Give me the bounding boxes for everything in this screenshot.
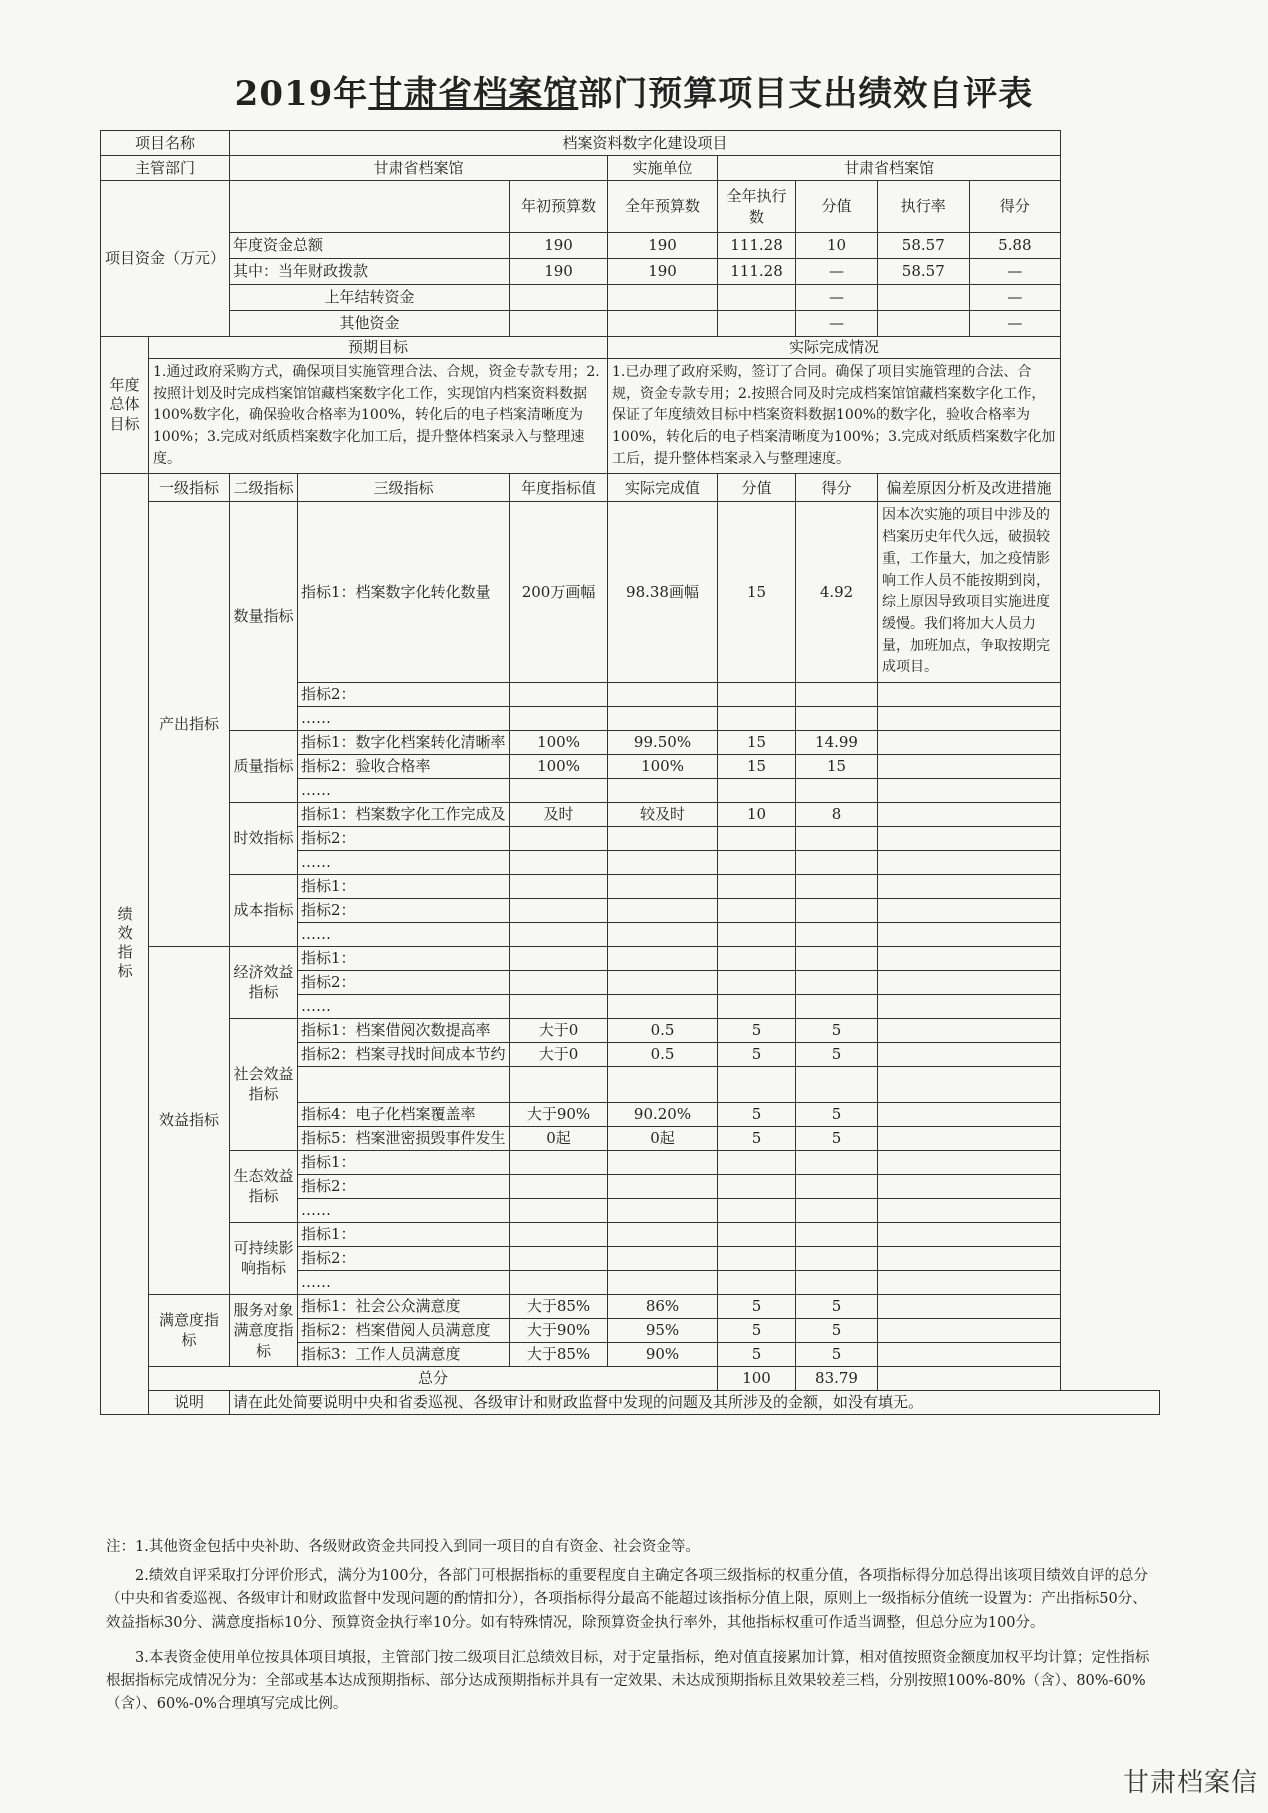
project-name-row — [101, 131, 1160, 156]
level1-benefit: 效益指标 — [149, 946, 230, 1294]
ind-score: 5 — [796, 1102, 878, 1126]
ind-value — [718, 970, 796, 994]
funds-cell: 190 — [510, 259, 608, 285]
funds-cell: 111.28 — [718, 259, 796, 285]
ind-name: 指标2：验收合格率 — [298, 754, 510, 778]
ind-name: …… — [298, 706, 510, 730]
funds-rate-score — [878, 233, 1061, 259]
funds-header-annual: 全年预算数 — [608, 181, 718, 233]
funds-score: — — [1007, 262, 1023, 281]
funds-rate-score — [878, 259, 1061, 285]
ind-value — [718, 682, 796, 706]
ind-score: 14.99 — [796, 730, 878, 754]
ind-target — [510, 1222, 608, 1246]
funds-row — [101, 259, 1160, 285]
funds-cell: — — [796, 259, 878, 285]
ind-value — [718, 778, 796, 802]
ind-score — [796, 778, 878, 802]
level2-quality: 质量指标 — [230, 730, 298, 802]
funds-cell — [510, 311, 608, 337]
ind-name: 指标1： — [298, 874, 510, 898]
ind-actual — [608, 1222, 718, 1246]
ind-target: 大于85% — [510, 1342, 608, 1366]
funds-rate — [878, 285, 970, 310]
funds-header-rate: 执行率 — [878, 181, 970, 232]
ind-actual — [608, 1066, 718, 1102]
ind-name: 指标1： — [298, 1150, 510, 1174]
ind-header: 一级指标 — [149, 474, 230, 502]
funds-cell: 111.28 — [718, 233, 796, 259]
ind-name: 指标4：电子化档案覆盖率 — [298, 1102, 510, 1126]
ind-name: 指标2： — [298, 682, 510, 706]
ind-actual — [608, 874, 718, 898]
ind-name: 指标2：档案借阅人员满意度 — [298, 1318, 510, 1342]
ind-score — [796, 1246, 878, 1270]
ind-deviation — [878, 754, 1061, 778]
impl-value: 甘肃省档案馆 — [718, 156, 1061, 181]
ind-deviation — [878, 706, 1061, 730]
ind-name: …… — [298, 1198, 510, 1222]
ind-name: 指标2： — [298, 970, 510, 994]
page-title: 2019年甘肃省档案馆部门预算项目支出绩效自评表 — [234, 74, 1034, 114]
ind-actual — [608, 1150, 718, 1174]
ind-score: 5 — [796, 1318, 878, 1342]
ind-actual — [608, 922, 718, 946]
goals-actual-header: 实际完成情况 — [608, 337, 1061, 359]
ind-score — [796, 1222, 878, 1246]
funds-rate: 58.57 — [878, 259, 970, 284]
dept-label: 主管部门 — [101, 156, 230, 181]
ind-actual — [608, 682, 718, 706]
ind-deviation — [878, 1174, 1061, 1198]
ind-deviation — [878, 1102, 1061, 1126]
ind-value — [718, 1198, 796, 1222]
ind-name: …… — [298, 1270, 510, 1294]
ind-value: 5 — [718, 1126, 796, 1150]
ind-deviation — [878, 922, 1061, 946]
funds-row-name: 上年结转资金 — [230, 285, 510, 311]
ind-target — [510, 1270, 608, 1294]
funds-row — [101, 311, 1160, 337]
indicators-label: 绩效指标 — [101, 474, 149, 1415]
ind-target: 0起 — [510, 1126, 608, 1150]
note-1: 注：1.其他资金包括中央补助、各级财政资金共同投入到同一项目的自有资金、社会资金等。 — [106, 1539, 700, 1555]
ind-deviation — [878, 730, 1061, 754]
level2-sustainable: 可持续影响指标 — [230, 1222, 298, 1294]
ind-score — [796, 826, 878, 850]
ind-header: 年度指标值 — [510, 474, 608, 502]
ind-score: 8 — [796, 802, 878, 826]
ind-value: 5 — [718, 1102, 796, 1126]
ind-value: 15 — [718, 502, 796, 683]
ind-header: 偏差原因分析及改进措施 — [878, 474, 1061, 502]
ind-actual — [608, 1246, 718, 1270]
ind-actual — [608, 970, 718, 994]
ind-score: 4.92 — [796, 502, 878, 683]
goals-label: 年度总体目标 — [101, 337, 149, 474]
ind-deviation — [878, 994, 1061, 1018]
ind-name: 指标2： — [298, 1246, 510, 1270]
funds-header-score: 得分 — [999, 197, 1030, 216]
funds-cell — [718, 285, 796, 311]
ind-score: 5 — [796, 1342, 878, 1366]
ind-name: 指标1：档案借阅次数提高率 — [298, 1018, 510, 1042]
ind-row — [101, 1222, 1160, 1246]
funds-rate-score — [878, 285, 1061, 311]
goals-expected-header: 预期目标 — [149, 337, 608, 359]
ind-deviation — [878, 1294, 1061, 1318]
ind-deviation — [878, 1318, 1061, 1342]
ind-deviation — [878, 1222, 1061, 1246]
ind-value — [718, 1246, 796, 1270]
funds-score: 5.88 — [998, 236, 1032, 255]
ind-actual: 0.5 — [608, 1018, 718, 1042]
funds-cell — [510, 285, 608, 311]
goals-expected: 1.通过政府采购方式，确保项目实施管理合法、合规，资金专款专用；2.按照计划及时完成档案馆馆藏档案数字化工作，实现馆内档案资料数据100%数字化，确保验收合格率为100%，转化后的电子档案清晰度为100%；3.完成对纸质档案数字化加工后，提升整体档案录入与整理速度。 — [149, 359, 608, 474]
ind-row — [101, 946, 1160, 970]
ind-deviation — [878, 1126, 1061, 1150]
ind-deviation — [878, 1198, 1061, 1222]
ind-value: 5 — [718, 1342, 796, 1366]
ind-actual — [608, 826, 718, 850]
ind-score — [796, 1174, 878, 1198]
ind-value — [718, 1222, 796, 1246]
ind-value — [718, 706, 796, 730]
ind-actual: 86% — [608, 1294, 718, 1318]
ind-value — [718, 922, 796, 946]
ind-header: 实际完成值 — [608, 474, 718, 502]
note-2: 2.绩效自评采取打分评价形式，满分为100分，各部门可根据指标的重要程度自主确定各项三级指标的权重分值，各项指标得分加总得出该项目绩效自评的总分（中央和省委巡视、各级审计和财政监督中发现问题的酌情扣分），各项指标得分最高不能超过该指标分值上限，原则上一级指标分值统一设置为：产出指标50分、效益指标30分、满意度指标10分、预算资金执行率10分。如有特殊情况，除预算资金执行率外，其他指标权重可作适当调整，但总分应为100分。 — [106, 1568, 1149, 1631]
ind-score — [796, 1150, 878, 1174]
ind-value — [718, 946, 796, 970]
funds-header-blank — [230, 181, 510, 233]
ind-score: 5 — [796, 1126, 878, 1150]
ind-name: 指标1：社会公众满意度 — [298, 1294, 510, 1318]
ind-header: 得分 — [796, 474, 878, 502]
funds-rate — [878, 311, 970, 336]
ind-deviation — [878, 778, 1061, 802]
ind-deviation — [878, 946, 1061, 970]
notes — [106, 1536, 1158, 1728]
total-label: 总分 — [149, 1366, 718, 1390]
ind-name: …… — [298, 922, 510, 946]
total-value: 100 — [718, 1366, 796, 1390]
indicators-header-row — [101, 474, 1160, 502]
ind-target: 100% — [510, 754, 608, 778]
level2-service: 服务对象满意度指标 — [230, 1294, 298, 1366]
ind-value — [718, 994, 796, 1018]
ind-actual — [608, 1198, 718, 1222]
deviation-analysis: 因本次实施的项目中涉及的档案历史年代久远，破损较重，工作量大，加之疫情影响工作人员不能按期到岗，综上原因导致项目实施进度缓慢。我们将加大人员力量，加班加点，争取按期完成项目。 — [878, 502, 1061, 683]
ind-deviation — [878, 1066, 1061, 1102]
ind-score: 5 — [796, 1294, 878, 1318]
ind-target — [510, 682, 608, 706]
ind-value — [718, 1270, 796, 1294]
ind-target — [510, 1246, 608, 1270]
ind-name: 指标1：数字化档案转化清晰率 — [298, 730, 510, 754]
level2-economic: 经济效益指标 — [230, 946, 298, 1018]
ind-value — [718, 898, 796, 922]
ind-header: 分值 — [718, 474, 796, 502]
ind-actual: 0.5 — [608, 1042, 718, 1066]
ind-target: 大于85% — [510, 1294, 608, 1318]
ind-deviation — [878, 874, 1061, 898]
ind-value — [718, 874, 796, 898]
ind-deviation — [878, 850, 1061, 874]
ind-value: 5 — [718, 1294, 796, 1318]
explanation-row — [101, 1390, 1160, 1414]
ind-score — [796, 994, 878, 1018]
funds-score: — — [1007, 288, 1023, 307]
ind-name: …… — [298, 850, 510, 874]
ind-name: …… — [298, 778, 510, 802]
ind-actual — [608, 946, 718, 970]
project-name-label: 项目名称 — [101, 131, 230, 156]
funds-row-name: 其中：当年财政拨款 — [230, 259, 510, 285]
funds-cell: 190 — [608, 259, 718, 285]
ind-row — [101, 502, 1160, 683]
explanation-text: 请在此处简要说明中央和省委巡视、各级审计和财政监督中发现的问题及其所涉及的金额，如没有填无。 — [230, 1390, 1160, 1414]
note-3: 3.本表资金使用单位按具体项目填报，主管部门按二级项目汇总绩效目标，对于定量指标，绝对值直接累加计算，相对值按照资金额度加权平均计算；定性指标根据指标完成情况分为：全部或基本达成预期指标、部分达成预期指标并具有一定效果、未达成预期指标且效果较差三档，分别按照100%-80%（含）、80%-60%（含）、60%-0%合理填写完成比例。 — [106, 1649, 1150, 1713]
funds-score: — — [1007, 314, 1023, 333]
project-name: 档案资料数字化建设项目 — [230, 131, 1061, 156]
ind-actual — [608, 1174, 718, 1198]
ind-name: 指标2：档案寻找时间成本节约 — [298, 1042, 510, 1066]
ind-target — [510, 946, 608, 970]
ind-name: 指标1： — [298, 946, 510, 970]
dept-value: 甘肃省档案馆 — [230, 156, 608, 181]
ind-actual: 90% — [608, 1342, 718, 1366]
ind-actual — [608, 778, 718, 802]
watermark: 甘肃档案信 — [1122, 1768, 1258, 1798]
ind-target: 及时 — [510, 802, 608, 826]
ind-row — [101, 1018, 1160, 1042]
ind-target — [510, 970, 608, 994]
evaluation-table — [100, 130, 1160, 1415]
funds-cell — [608, 311, 718, 337]
ind-target — [510, 826, 608, 850]
ind-value — [718, 1150, 796, 1174]
ind-score: 5 — [796, 1018, 878, 1042]
ind-value: 5 — [718, 1318, 796, 1342]
ind-target: 大于0 — [510, 1042, 608, 1066]
ind-name: 指标1： — [298, 1222, 510, 1246]
ind-deviation — [878, 826, 1061, 850]
level1-output: 产出指标 — [149, 502, 230, 947]
ind-target — [510, 1198, 608, 1222]
ind-actual: 99.50% — [608, 730, 718, 754]
ind-value: 5 — [718, 1018, 796, 1042]
ind-header: 二级指标 — [230, 474, 298, 502]
funds-row-name: 其他资金 — [230, 311, 510, 337]
funds-header-initial: 年初预算数 — [510, 181, 608, 233]
ind-value — [718, 1174, 796, 1198]
funds-rate-score — [878, 311, 1061, 337]
goals-actual: 1.已办理了政府采购，签订了合同。确保了项目实施管理的合法、合规，资金专款专用；2.按照合同及时完成档案馆馆藏档案数字化工作，保证了年度绩效目标中档案资料数据100%的数字化，验收合格率为100%，转化后的电子档案清晰度为100%；3.完成对纸质档案数字化加工后，提升整体档案录入与整理速度。 — [608, 359, 1061, 474]
ind-actual — [608, 1270, 718, 1294]
ind-target — [510, 706, 608, 730]
level2-cost: 成本指标 — [230, 874, 298, 946]
explanation-label: 说明 — [149, 1390, 230, 1414]
ind-actual: 95% — [608, 1318, 718, 1342]
ind-value: 5 — [718, 1042, 796, 1066]
ind-actual: 98.38画幅 — [608, 502, 718, 683]
ind-target — [510, 922, 608, 946]
ind-header: 三级指标 — [298, 474, 510, 502]
ind-deviation — [878, 1342, 1061, 1366]
ind-target — [510, 1150, 608, 1174]
total-blank — [878, 1366, 1061, 1390]
funds-rate: 58.57 — [878, 233, 970, 258]
ind-value: 15 — [718, 730, 796, 754]
ind-score — [796, 874, 878, 898]
ind-actual — [608, 994, 718, 1018]
ind-score — [796, 706, 878, 730]
ind-actual: 较及时 — [608, 802, 718, 826]
ind-row — [101, 1150, 1160, 1174]
funds-cell: 190 — [608, 233, 718, 259]
ind-target — [510, 1174, 608, 1198]
ind-target: 200万画幅 — [510, 502, 608, 683]
ind-actual — [608, 850, 718, 874]
ind-actual: 0起 — [608, 1126, 718, 1150]
funds-row-name: 年度资金总额 — [230, 233, 510, 259]
ind-score: 5 — [796, 1042, 878, 1066]
ind-target — [510, 778, 608, 802]
ind-deviation — [878, 1042, 1061, 1066]
level2-quantity: 数量指标 — [230, 502, 298, 731]
dept-row — [101, 156, 1160, 181]
ind-score — [796, 970, 878, 994]
ind-actual: 90.20% — [608, 1102, 718, 1126]
funds-header-rate-score — [878, 181, 1061, 233]
ind-target — [510, 850, 608, 874]
ind-value: 10 — [718, 802, 796, 826]
ind-name: 指标1：档案数字化工作完成及 — [298, 802, 510, 826]
ind-actual: 100% — [608, 754, 718, 778]
ind-name: 指标3：工作人员满意度 — [298, 1342, 510, 1366]
total-row — [101, 1366, 1160, 1390]
ind-deviation — [878, 1270, 1061, 1294]
ind-actual — [608, 898, 718, 922]
funds-label: 项目资金（万元） — [101, 181, 230, 337]
ind-deviation — [878, 1150, 1061, 1174]
funds-cell — [608, 285, 718, 311]
ind-row — [101, 802, 1160, 826]
ind-score — [796, 946, 878, 970]
ind-target — [510, 898, 608, 922]
ind-score — [796, 1066, 878, 1102]
ind-score — [796, 922, 878, 946]
ind-score — [796, 898, 878, 922]
ind-row — [101, 874, 1160, 898]
goals-header-row — [101, 337, 1160, 359]
ind-name: 指标5：档案泄密损毁事件发生 — [298, 1126, 510, 1150]
funds-row — [101, 233, 1160, 259]
funds-header-executed: 全年执行数 — [718, 181, 796, 233]
ind-name: 指标2： — [298, 1174, 510, 1198]
funds-cell: — — [796, 285, 878, 311]
ind-score — [796, 1198, 878, 1222]
ind-deviation — [878, 682, 1061, 706]
ind-target — [510, 1066, 608, 1102]
ind-target: 大于90% — [510, 1318, 608, 1342]
funds-cell: 10 — [796, 233, 878, 259]
level1-satisfaction: 满意度指标 — [149, 1294, 230, 1366]
ind-value — [718, 850, 796, 874]
ind-name: 指标2： — [298, 898, 510, 922]
ind-score — [796, 682, 878, 706]
ind-row — [101, 1294, 1160, 1318]
ind-deviation — [878, 970, 1061, 994]
ind-name: …… — [298, 994, 510, 1018]
funds-header-row — [101, 181, 1160, 233]
goals-content-row — [101, 359, 1160, 474]
ind-actual — [608, 706, 718, 730]
ind-score — [796, 850, 878, 874]
level2-social: 社会效益指标 — [230, 1018, 298, 1150]
ind-deviation — [878, 802, 1061, 826]
ind-deviation — [878, 1018, 1061, 1042]
total-score: 83.79 — [796, 1366, 878, 1390]
ind-value — [718, 1066, 796, 1102]
ind-row — [101, 730, 1160, 754]
ind-value — [718, 826, 796, 850]
ind-name: 指标1：档案数字化转化数量 — [298, 502, 510, 683]
level2-ecological: 生态效益指标 — [230, 1150, 298, 1222]
ind-target: 100% — [510, 730, 608, 754]
ind-score: 15 — [796, 754, 878, 778]
ind-score — [796, 1270, 878, 1294]
ind-value: 15 — [718, 754, 796, 778]
ind-target: 大于90% — [510, 1102, 608, 1126]
ind-target: 大于0 — [510, 1018, 608, 1042]
funds-cell — [718, 311, 796, 337]
funds-header-score-value: 分值 — [796, 181, 878, 233]
ind-name: 指标2： — [298, 826, 510, 850]
funds-cell: — — [796, 311, 878, 337]
ind-target — [510, 994, 608, 1018]
ind-name — [298, 1066, 510, 1102]
ind-target — [510, 874, 608, 898]
funds-row — [101, 285, 1160, 311]
impl-label: 实施单位 — [608, 156, 718, 181]
ind-deviation — [878, 1246, 1061, 1270]
ind-deviation — [878, 898, 1061, 922]
funds-cell: 190 — [510, 233, 608, 259]
level2-timeliness: 时效指标 — [230, 802, 298, 874]
